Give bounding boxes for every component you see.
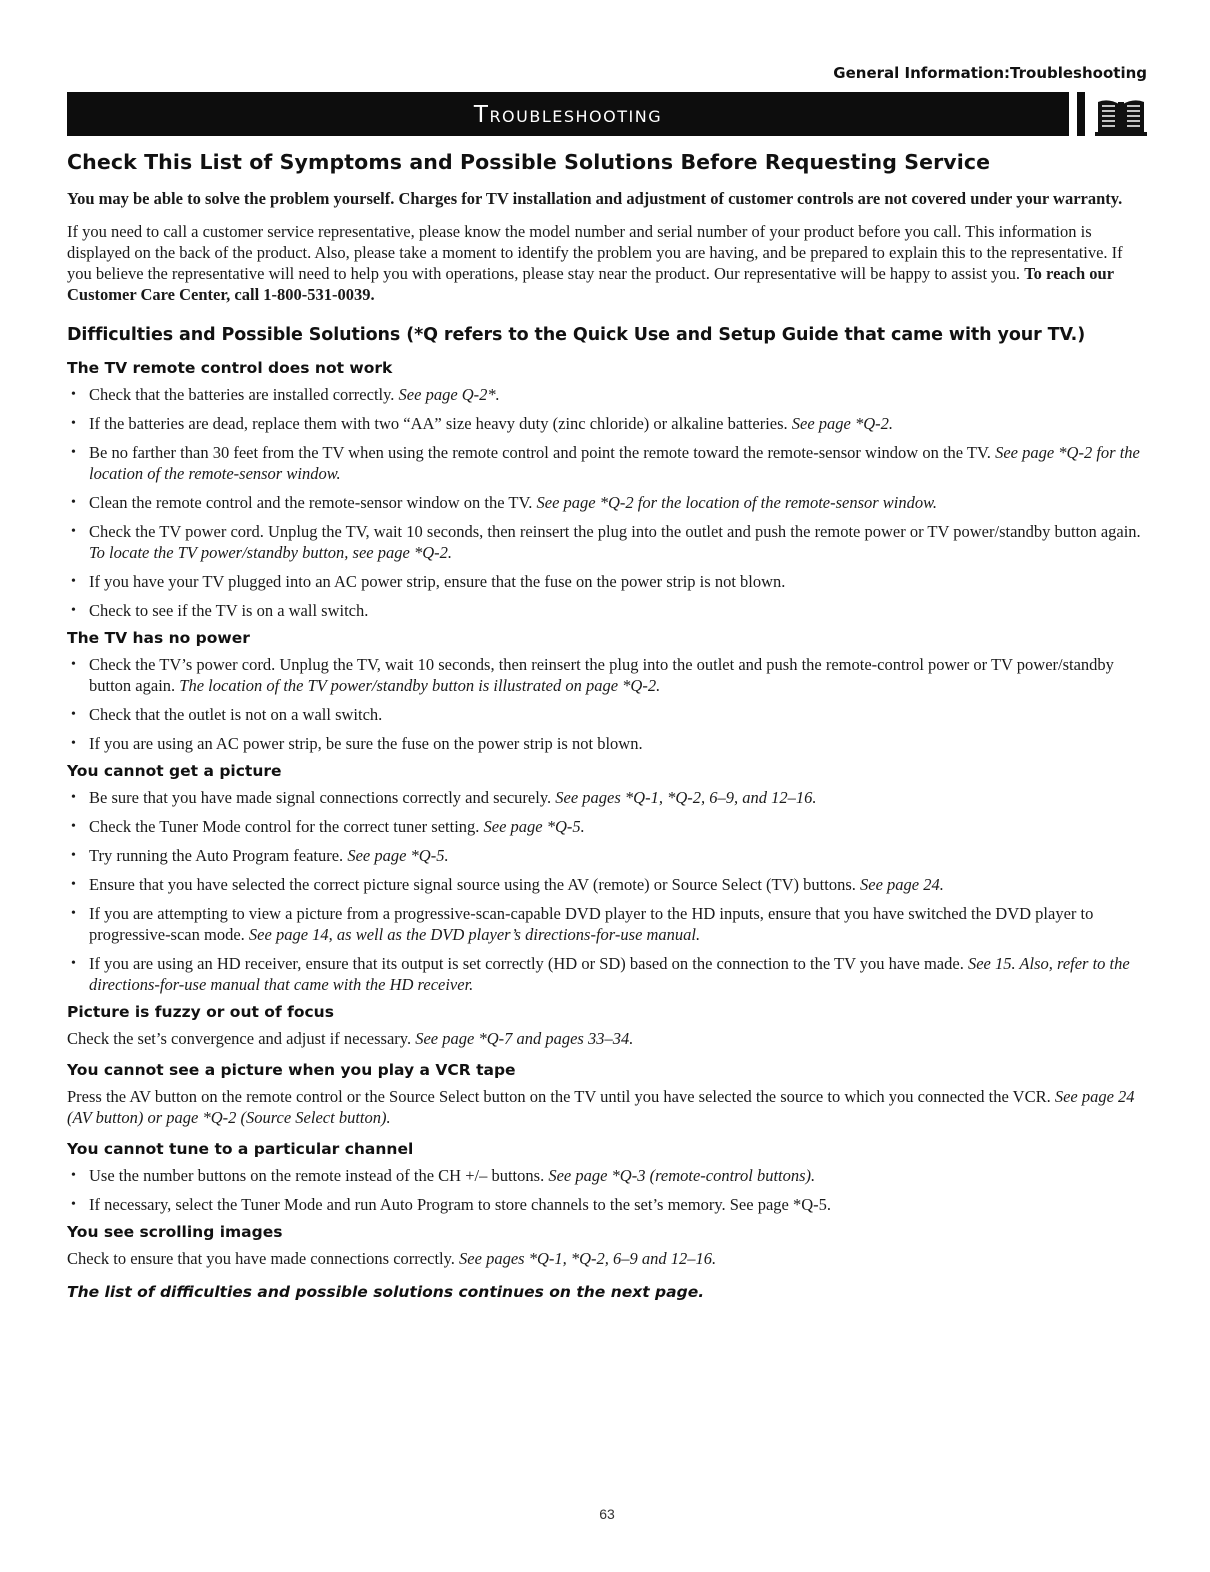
symptom-title: You cannot get a picture (67, 762, 282, 780)
list-item: • Be no farther than 30 feet from the TV when using the remote control and point the remote toward the remote-sensor window on the TV. See page *Q-2 for the location of the remote-sensor window. (67, 442, 1147, 484)
running-head: General Information:Troubleshooting (833, 64, 1147, 82)
list-item: • If necessary, select the Tuner Mode and run Auto Program to store channels to the set’s memory. See page *Q-5. (67, 1194, 1147, 1215)
section-channel (67, 1140, 1147, 1215)
difficulties-heading: Difficulties and Possible Solutions (*Q refers to the Quick Use and Setup Guide that came with your TV.) (67, 325, 1086, 345)
list-item: • Ensure that you have selected the correct picture signal source using the AV (remote) or Source Select (TV) buttons. See page 24. (67, 874, 1147, 895)
solution-list (67, 787, 1147, 995)
intro-paragraph (67, 221, 1147, 305)
section-no-power (67, 629, 1147, 754)
list-item: • If you are using an HD receiver, ensure that its output is set correctly (HD or SD) based on the connection to the TV you have made. See 15. Also, refer to the directions-for-use manual that came with the HD receiver. (67, 953, 1147, 995)
list-item: • If the batteries are dead, replace them with two “AA” size heavy duty (zinc chloride) or alkaline batteries. See page *Q-2. (67, 413, 1147, 434)
main-heading: Check This List of Symptoms and Possible Solutions Before Requesting Service (67, 150, 991, 174)
section-vcr (67, 1061, 1147, 1128)
solution-list (67, 1165, 1147, 1215)
solution-list (67, 654, 1147, 754)
page-number: 63 (599, 1506, 615, 1522)
list-item: • Check to see if the TV is on a wall switch. (67, 600, 1147, 621)
intro-text: If you need to call a customer service representative, please know the model number and serial number of your product before you call. This information is displayed on the back of the product. Also, please take a moment to identify the problem you are having, and be prepared to explain this to the representative. If you believe the representative will need to help you with operations, please stay near the product. Our representative will be happy to assist you. (67, 222, 1123, 283)
list-item: • Check that the batteries are installed correctly. See page Q-2*. (67, 384, 1147, 405)
banner-bar-end (1077, 92, 1085, 136)
list-item: • If you are attempting to view a picture from a progressive-scan-capable DVD player to the HD inputs, ensure that you have switched the DVD player to progressive-scan mode. See page 14, as well as the DVD player’s directions-for-use manual. (67, 903, 1147, 945)
section-no-picture (67, 762, 1147, 995)
list-item: • Try running the Auto Program feature. See page *Q-5. (67, 845, 1147, 866)
continues-note: The list of difficulties and possible solutions continues on the next page. (67, 1283, 705, 1301)
troubleshooting-content (67, 150, 1147, 1301)
list-item: • Check the TV’s power cord. Unplug the TV, wait 10 seconds, then reinsert the plug into the outlet and push the remote-control power or TV power/standby button again. The location of the TV power/standby button is illustrated on page *Q-2. (67, 654, 1147, 696)
list-item: • If you have your TV plugged into an AC power strip, ensure that the fuse on the power strip is not blown. (67, 571, 1147, 592)
section-fuzzy-picture (67, 1003, 1147, 1049)
warranty-warning: You may be able to solve the problem yourself. Charges for TV installation and adjustment of customer controls are not covered under your warranty. (67, 189, 1123, 208)
symptom-title: You cannot tune to a particular channel (67, 1140, 414, 1158)
solution-list (67, 384, 1147, 621)
list-item: • Be sure that you have made signal connections correctly and securely. See pages *Q-1, *Q-2, 6–9, and 12–16. (67, 787, 1147, 808)
section-banner (67, 92, 1147, 136)
solution-paragraph: Check to ensure that you have made connections correctly. See pages *Q-1, *Q-2, 6–9 and 12–16. (67, 1249, 717, 1268)
solution-paragraph: Check the set’s convergence and adjust if necessary. See page *Q-7 and pages 33–34. (67, 1029, 634, 1048)
customer-care-phone: To reach our Customer Care Center, call 1-800-531-0039. (67, 264, 1114, 304)
banner-title: Troubleshooting (473, 102, 663, 128)
solution-paragraph: Press the AV button on the remote control or the Source Select button on the TV until you have selected the source to which you connected the VCR. See page 24 (AV button) or page *Q-2 (Source Select button). (67, 1087, 1135, 1127)
list-item: • Check that the outlet is not on a wall switch. (67, 704, 1147, 725)
symptom-title: You cannot see a picture when you play a VCR tape (67, 1061, 516, 1079)
section-scrolling (67, 1223, 1147, 1269)
list-item: • Check the Tuner Mode control for the correct tuner setting. See page *Q-5. (67, 816, 1147, 837)
symptom-title: The TV remote control does not work (67, 359, 393, 377)
symptom-title: You see scrolling images (67, 1223, 283, 1241)
list-item: • Use the number buttons on the remote instead of the CH +/– buttons. See page *Q-3 (remote-control buttons). (67, 1165, 1147, 1186)
list-item: • Clean the remote control and the remote-sensor window on the TV. See page *Q-2 for the location of the remote-sensor window. (67, 492, 1147, 513)
section-remote (67, 359, 1147, 621)
symptom-title: The TV has no power (67, 629, 250, 647)
list-item: • Check the TV power cord. Unplug the TV, wait 10 seconds, then reinsert the plug into the outlet and push the remote power or TV power/standby button again. To locate the TV power/standby button, see page *Q-2. (67, 521, 1147, 563)
book-icon (1095, 94, 1147, 136)
symptom-title: Picture is fuzzy or out of focus (67, 1003, 334, 1021)
list-item: • If you are using an AC power strip, be sure the fuse on the power strip is not blown. (67, 733, 1147, 754)
